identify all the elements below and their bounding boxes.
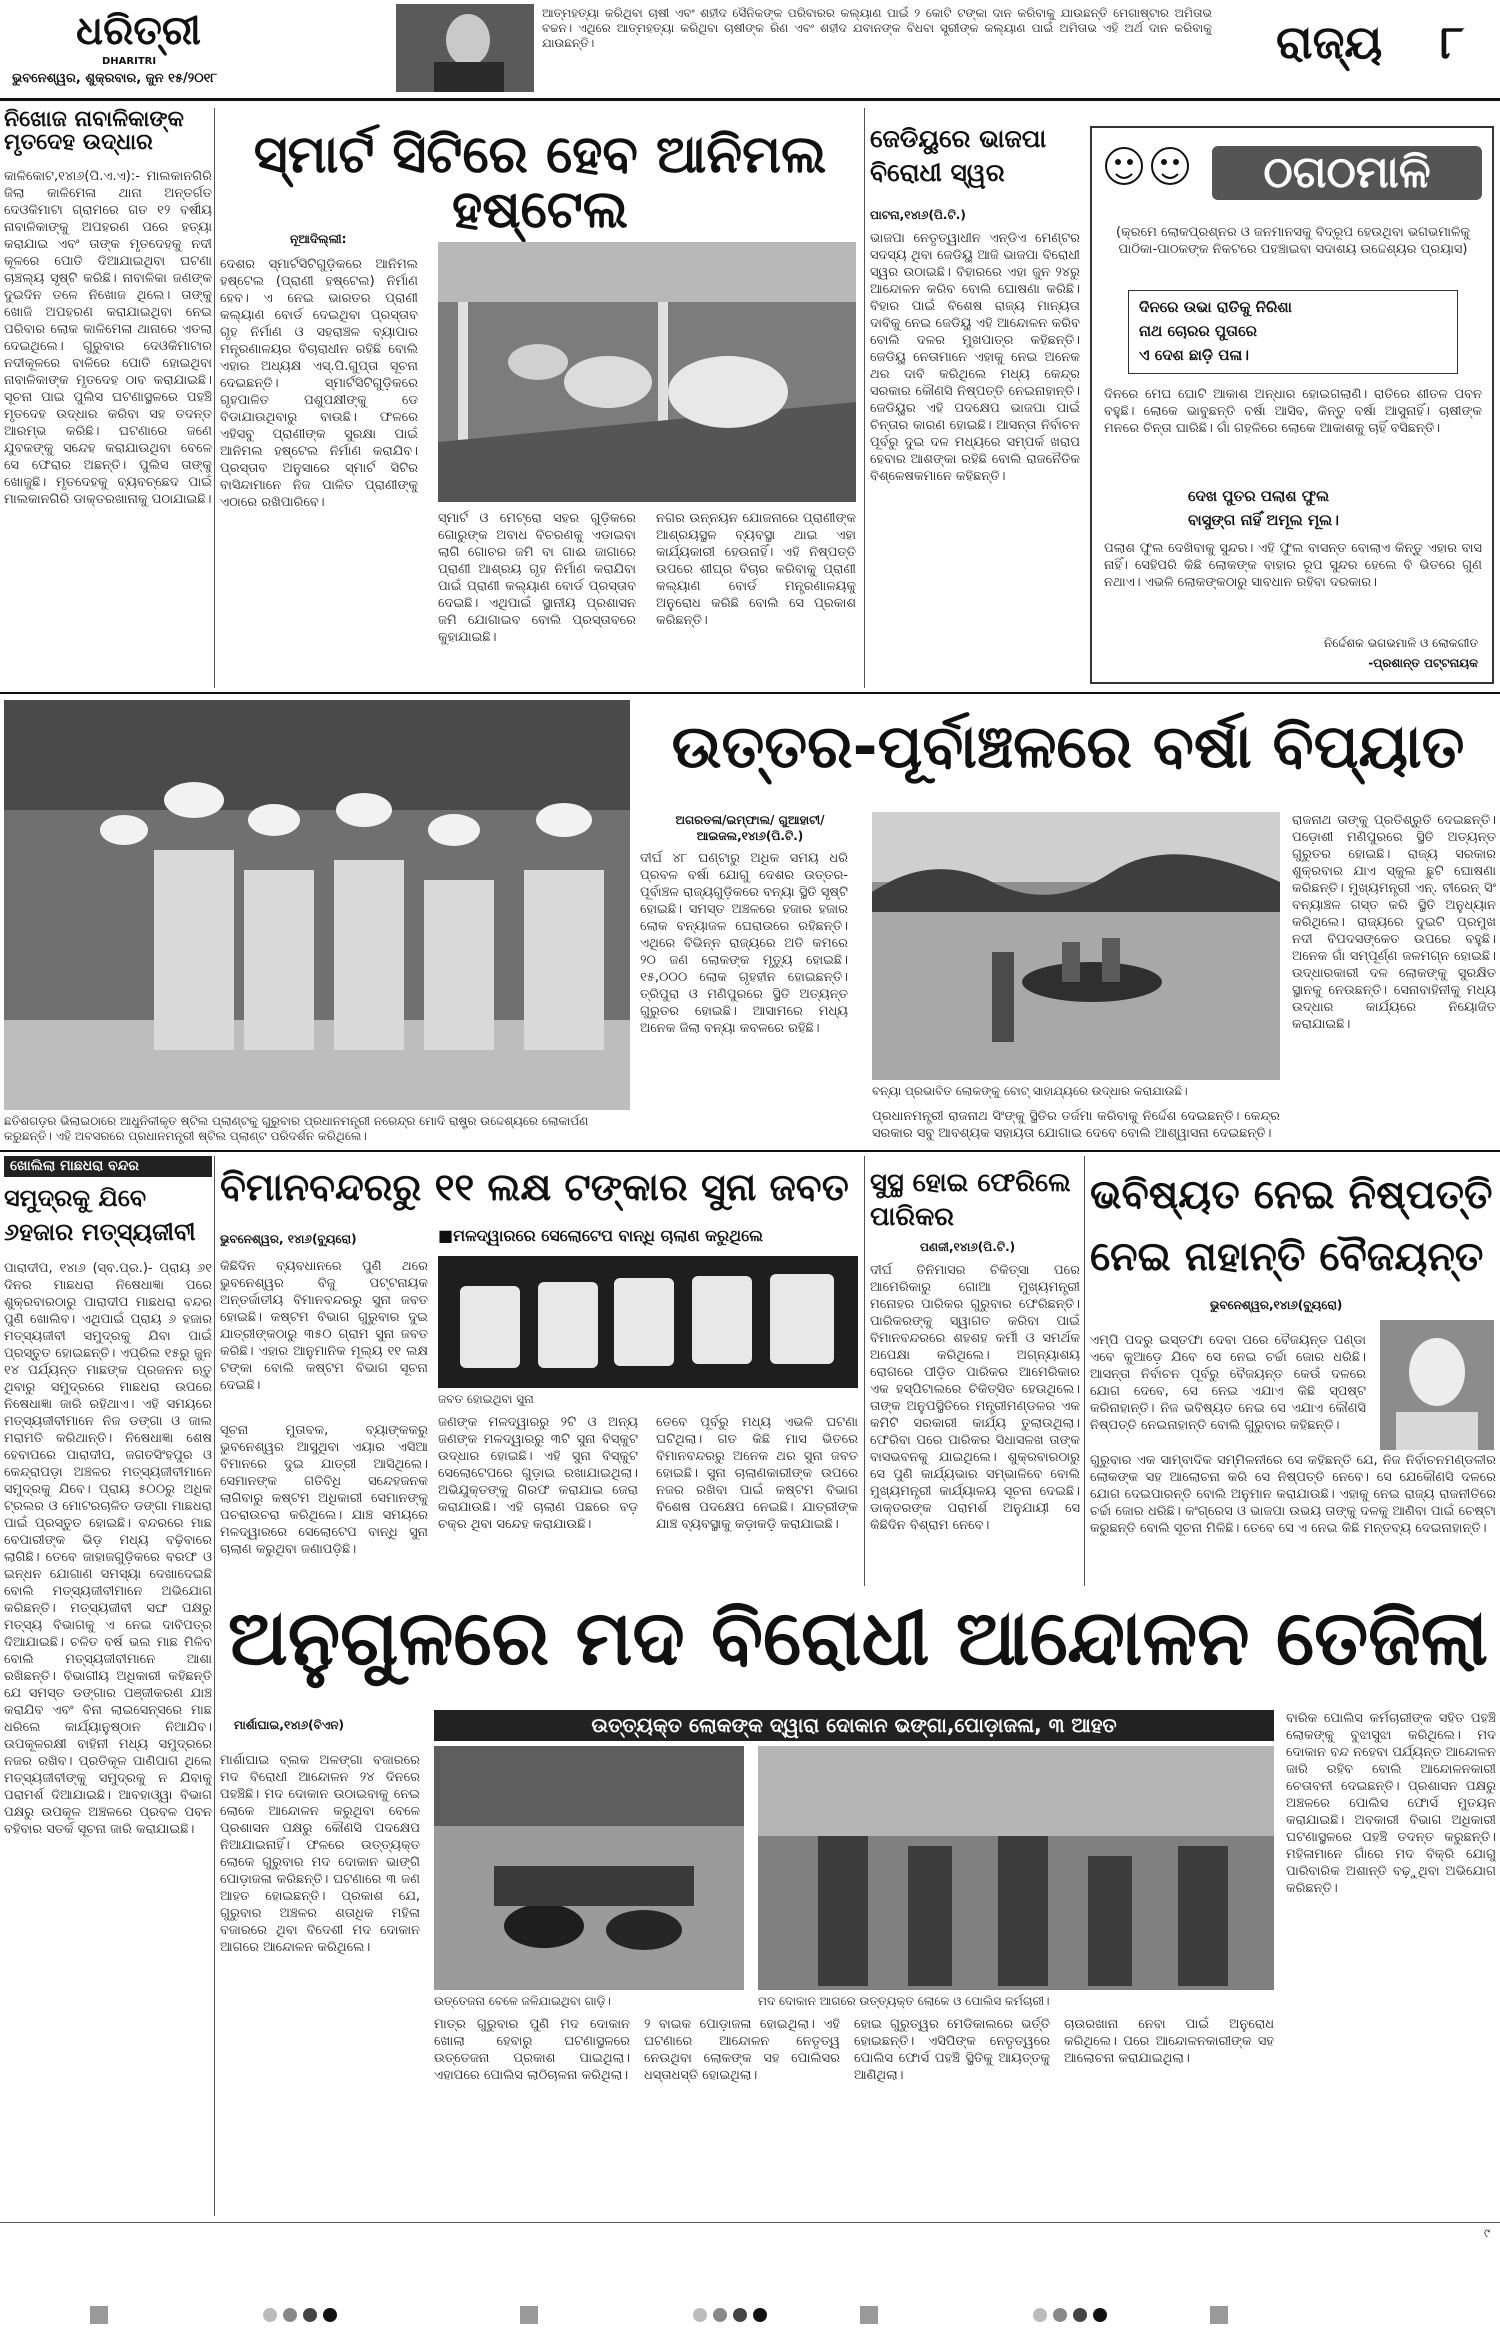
story-subhead: ■ମଳଦ୍ୱାରରେ ସେଲୋଟେପ ବାନ୍ଧି ଚାଲାଣ କରୁଥିଲେ	[438, 1226, 763, 1245]
page-number: ୮	[1440, 15, 1465, 69]
story-headline: ସମୁଦ୍ରକୁ ଯିବେ	[4, 1184, 147, 1212]
verse-line: ଏ ଦେଶ ଛାଡ଼ି ପଳା।	[1139, 346, 1249, 364]
story-headline: ଭବିଷ୍ୟତ ନେଇ ନିଷ୍ପତ୍ତି	[1090, 1172, 1493, 1218]
story-col2: ଜଣଙ୍କ ମଳଦ୍ୱାରରୁ ୨ଟି ଓ ଅନ୍ୟ ଜଣଙ୍କ ମଳଦ୍ୱାରରୁ ୩ଟି ସୁନା ବିସ୍କୁଟ ଉଦ୍ଧାର ହୋଇଛି। ଏହି ସୁନା ବିସ୍କୁଟ ସେଲୋଟେପରେ ଗୁଡ଼ାଇ ରଖାଯାଇଥିଲା। ଅଭିଯୁକ୍ତଙ୍କୁ ଗିରଫ କରାଯାଇ ଜେରା କରାଯାଉଛି। ଏହି ଚାଲାଣ ପଛରେ ବଡ଼ ଚକ୍ର ଥିବା ସନ୍ଦେହ କରାଯାଉଛି।	[438, 1415, 638, 1532]
story-col3: ବାରିକ ପୋଲିସ କର୍ମଚାରୀଙ୍କ ସହିତ ପହଞ୍ଚି ଲୋକଙ୍କୁ ବୁଝାସୁଝା କରିଥିଲେ। ମଦ ଦୋକାନ ବନ୍ଦ ନହେବା ପର୍ଯ୍ୟନ୍ତ ଆନ୍ଦୋଳନ ଜାରି ରହିବ ବୋଲି ଆନ୍ଦୋଳନକାରୀ ଚେତାବନୀ ଦେଇଛନ୍ତି। ପ୍ରଶାସନ ପକ୍ଷରୁ ଅଞ୍ଚଳରେ ପୋଲିସ ଫୋର୍ସ ମୁତୟନ କରାଯାଇଛି। ଅବକାରୀ ବିଭାଗ ଅଧିକାରୀ ଘଟଣାସ୍ଥଳରେ ପହଞ୍ଚି ତଦନ୍ତ କରୁଛନ୍ତି। ମହିଳାମାନେ ଗାଁରେ ମଦ ବିକ୍ରି ଯୋଗୁ ପାରିବାରିକ ଅଶାନ୍ତି ବଢ଼ୁଥିବା ଅଭିଯୋଗ କରିଛନ୍ତି।	[1286, 1711, 1496, 1896]
gold-biscuits-photo	[438, 1256, 858, 1388]
story-fishing	[4, 1156, 212, 2216]
baijayant-photo	[1380, 1320, 1494, 1450]
story-headline: ଉତ୍ତର-ପୂର୍ବାଞ୍ଚଳରେ ବର୍ଷା ବିପ୍ୟାତ	[671, 712, 1465, 782]
cartoon-faces-icon	[1100, 136, 1196, 206]
cattle-photo	[438, 242, 856, 502]
verse-line: ଦେଖ ପୁତର ପଲାଶ ଫୁଲ	[1188, 487, 1330, 505]
story-col3: ନଗର ଉନ୍ନୟନ ଯୋଜନାରେ ପ୍ରାଣୀଙ୍କ ଆଶ୍ରୟସ୍ଥଳ ବ୍ୟବସ୍ଥା ଥାଇ ଏହା କାର୍ଯ୍ୟକାରୀ ହେଉନାହିଁ। ଏହି ନିଷ୍ପତ୍ତି ଉପରେ ଶୀଘ୍ର ବିଚାର କରିବାକୁ ପ୍ରାଣୀ କଲ୍ୟାଣ ବୋର୍ଡ ମନ୍ତ୍ରଣାଳୟକୁ ଅନୁରୋଧ କରିଛି ବୋଲି ସେ ପ୍ରକାଶ କରିଛନ୍ତି।	[656, 511, 856, 628]
story-col2d: ଚାଉରଖାନା ନେବା ପାଇଁ ଅନୁରୋଧ କରିଥିଲେ। ପରେ ଆନ୍ଦୋଳନକାରୀଙ୍କ ସହ ଆଲୋଚନା କରାଯାଇଥିଲା।	[1064, 2017, 1274, 2066]
story-foot: ପ୍ରଧାନମନ୍ତ୍ରୀ ରାଜନାଥ ସିଂଙ୍କୁ ସ୍ଥିତିର ତର୍ଜମା କରିବାକୁ ନିର୍ଦ୍ଦେଶ ଦେଇଛନ୍ତି। କେନ୍ଦ୍ର ସରକାର ସବୁ ଆବଶ୍ୟକ ସହାୟତା ଯୋଗାଇ ଦେବେ ବୋଲି ଆଶ୍ୱାସନା ଦେଇଛନ୍ତି।	[872, 1109, 1280, 1141]
verse-line: ଦିନରେ ଉଭା ରାତିକୁ ନିରିଶା	[1139, 298, 1292, 316]
burnt-vehicle-photo	[434, 1746, 744, 1990]
story-body: ପାରାଦୀପ, ୧୪ା୬ (ସ୍ବ.ପ୍ର.)- ପ୍ରାୟ ୬୧ ଦିନର ମାଛଧରା ନିଷେଧାଜ୍ଞା ପରେ ଶୁକ୍ରବାରଠାରୁ ପାରାଦୀପ ମାଛଧରା ବନ୍ଦର ପୁଣି ଖୋଲିବ। ଏଥିପାଇଁ ପ୍ରାୟ ୬ ହଜାର ମତ୍ସ୍ୟଜୀବୀ ସମୁଦ୍ରକୁ ଯିବା ପାଇଁ ପ୍ରସ୍ତୁତ ହୋଇଛନ୍ତି। ଏପ୍ରିଲ ୧୫ରୁ ଜୁନ ୧୪ ପର୍ଯ୍ୟନ୍ତ ମାଛଙ୍କ ପ୍ରଜନନ ଋତୁ ଥିବାରୁ ସମୁଦ୍ରରେ ମାଛଧରା ଉପରେ ନିଷେଧାଜ୍ଞା ଜାରି ରହିଥାଏ। ଏହି ସମୟରେ ମତ୍ସ୍ୟଜୀବୀମାନେ ନିଜ ଡଙ୍ଗା ଓ ଜାଲ ମରାମତି କରିଥାନ୍ତି। ନିଷେଧାଜ୍ଞା ଶେଷ ହେବାପରେ ପାରାଦୀପ, ଜଗତସିଂହପୁର ଓ କେନ୍ଦ୍ରାପଡ଼ା ଅଞ୍ଚଳର ମତ୍ସ୍ୟଜୀବୀମାନେ ସମୁଦ୍ରକୁ ଯିବେ। ପ୍ରାୟ ୫୦୦ରୁ ଅଧିକ ଟ୍ରଲର ଓ ମୋଟରଚାଳିତ ଡଙ୍ଗା ମାଛଧରା ପାଇଁ ପ୍ରସ୍ତୁତ ହୋଇଛି। ବନ୍ଦରରେ ମାଛ ବେପାରୀଙ୍କ ଭିଡ଼ ମଧ୍ୟ ବଢ଼ିବାରେ ଲାଗିଛି। ତେବେ ଜାହାଜଗୁଡ଼ିକରେ ବରଫ ଓ ଇନ୍ଧନ ଯୋଗାଣ ସମସ୍ୟା ଦେଖାଦେଇଛି ବୋଲି ମତ୍ସ୍ୟଜୀବୀମାନେ ଅଭିଯୋଗ କରିଛନ୍ତି। ମତ୍ସ୍ୟଜୀବୀ ସଙ୍ଘ ପକ୍ଷରୁ ମତ୍ସ୍ୟ ବିଭାଗକୁ ଏ ନେଇ ଦାବିପତ୍ର ଦିଆଯାଇଛି। ଚଳିତ ବର୍ଷ ଭଲ ମାଛ ମିଳିବ ବୋଲି ମତ୍ସ୍ୟଜୀବୀମାନେ ଆଶା ରଖିଛନ୍ତି। ବିଭାଗୀୟ ଅଧିକାରୀ କହିଛନ୍ତି ଯେ ସମସ୍ତ ଡଙ୍ଗାର ପଞ୍ଜୀକରଣ ଯାଞ୍ଚ କରାଯିବ ଏବଂ ବିନା ଲାଇସେନ୍ସରେ ମାଛ ଧରିଲେ କାର୍ଯ୍ୟାନୁଷ୍ଠାନ ନିଆଯିବ। ଉପକୂଳରକ୍ଷୀ ବାହିନୀ ମଧ୍ୟ ସମୁଦ୍ରରେ ନଜର ରଖିବ। ପ୍ରତିକୂଳ ପାଣିପାଗ ଥିଲେ ମତ୍ସ୍ୟଜୀବୀଙ୍କୁ ସମୁଦ୍ରକୁ ନ ଯିବାକୁ ପରାମର୍ଶ ଦିଆଯାଇଛି। ଆବହାଓ୍ୱା ବିଭାଗ ପକ୍ଷରୁ ଉପକୂଳ ଅଞ୍ଚଳରେ ପ୍ରବଳ ପବନ ବହିବାର ସତର୍କ ସୂଚନା ଜାରି କରାଯାଇଛି।	[4, 1261, 212, 1837]
portrait-icon	[1380, 1320, 1494, 1450]
gold-bar-icon	[438, 1256, 858, 1388]
column-divider	[1084, 1156, 1085, 1586]
column-divider	[214, 108, 215, 688]
story-jdu	[870, 108, 1080, 688]
person-photo-icon	[396, 4, 534, 92]
crowd-hardhats-icon	[4, 700, 630, 1110]
masthead-ad-photo	[396, 4, 534, 92]
flood-photo-caption: ବନ୍ୟା ପ୍ରଭାବିତ ଲୋକଙ୍କୁ ବୋଟ୍ ସାହାଯ୍ୟରେ ଉଦ୍ଧାର କରାଯାଉଛି।	[872, 1084, 1188, 1098]
masthead-logo-sub: DHARITRI	[102, 56, 157, 67]
story-dateline: ନୂଆଦିଲ୍ଲୀ:	[290, 232, 347, 246]
story-headline: ବିମାନବନ୍ଦରରୁ ୧୧ ଲକ୍ଷ ଟଙ୍କାର ସୁନା ଜବତ	[220, 1165, 849, 1209]
story-missing-girl	[4, 108, 212, 688]
burnt-bike-icon	[434, 1746, 744, 1990]
story-col1: କିଛିଦିନ ବ୍ୟବଧାନରେ ପୁଣି ଥରେ ଭୁବନେଶ୍ୱର ବିଜୁ ପଟ୍ଟନାୟକ ଅନ୍ତର୍ଜାତୀୟ ବିମାନବନ୍ଦରରୁ ସୁନା ଜବତ ହୋଇଛି। କଷ୍ଟମ ବିଭାଗ ଗୁରୁବାର ଦୁଇ ଯାତ୍ରୀଙ୍କଠାରୁ ୩୫୦ ଗ୍ରାମ ସୁନା ଜବତ କରିଛି। ଏହାର ଆନୁମାନିକ ମୂଲ୍ୟ ୧୧ ଲକ୍ଷ ଟଙ୍କା ବୋଲି କଷ୍ଟମ ବିଭାଗ ସୂଚନା ଦେଇଛି।	[220, 1259, 428, 1393]
story-dateline: ପାଟନା,୧୪ା୬(ପି.ଟି.)	[870, 208, 966, 222]
story-airport-gold	[220, 1156, 860, 1586]
story-headline: ନେଇ ନାହାନ୍ତି ବୈଜୟନ୍ତ	[1090, 1234, 1484, 1280]
registration-marks	[0, 2300, 1500, 2330]
story-headline: ୬ହଜାର ମତ୍ସ୍ୟଜୀବୀ	[4, 1218, 196, 1246]
flood-boat-icon	[872, 812, 1280, 1080]
story-col1: ମାର୍ଶାଘାଇ ବ୍ଲକ ଅଳଙ୍ଗା ବଜାରରେ ମଦ ବିରୋଧୀ ଆନ୍ଦୋଳନ ୨୪ ଦିନରେ ପହଞ୍ଚିଛି। ମଦ ଦୋକାନ ଉଠାଇବାକୁ ନେଇ ଲୋକେ ଆନ୍ଦୋଳନ କରୁଥିବା ବେଳେ ପ୍ରଶାସନ ପକ୍ଷରୁ କୌଣସି ପଦକ୍ଷେପ ନିଆଯାଇନାହିଁ। ଫଳରେ ଉତ୍ତ୍ୟକ୍ତ ଲୋକେ ଗୁରୁବାର ମଦ ଦୋକାନ ଭାଙ୍ଗି ପୋଡ଼ାଜଳା କରିଛନ୍ତି। ଘଟଣାରେ ୩ ଜଣ ଆହତ ହୋଇଛନ୍ତି। ପ୍ରକାଶ ଯେ, ଗୁରୁବାର ଅଞ୍ଚଳର ଶତାଧିକ ମହିଳା ବଜାରରେ ଥିବା ବିଦେଶୀ ମଦ ଦୋକାନ ଆଗରେ ଆନ୍ଦୋଳନ କରିଥିଲେ।	[220, 1753, 420, 1955]
photo-caption: ଉତ୍ତେଜନା ବେଳେ ଜଳିଯାଇଥିବା ଗାଡ଼ି।	[434, 1994, 611, 2008]
pm-photo-caption: ଛତିଶଗଡ଼ର ଭିଲାଇଠାରେ ଆଧୁନିକୀକୃତ ଷ୍ଟିଲ ପ୍ଲାଣ୍ଟକୁ ଗୁରୁବାର ପ୍ରଧାନମନ୍ତ୍ରୀ ନରେନ୍ଦ୍ର ମୋଦି ରାଷ୍ଟ୍ର ଉଦ୍ଦେଶ୍ୟରେ ଲୋକାର୍ପଣ କରୁଛନ୍ତି। ଏହି ଅବସରରେ ପ୍ରଧାନମନ୍ତ୍ରୀ ଷ୍ଟିଲ ପ୍ଲାଣ୍ଟ ପରିଦର୍ଶନ କରିଥିଲେ।	[4, 1114, 589, 1143]
story-baijayant	[1090, 1156, 1496, 1586]
story-col1: ଦୀର୍ଘ ୪୮ ଘଣ୍ଟାରୁ ଅଧିକ ସମୟ ଧରି ପ୍ରବଳ ବର୍ଷା ଯୋଗୁ ଦେଶର ଉତ୍ତର-ପୂର୍ବାଞ୍ଚଳ ରାଜ୍ୟଗୁଡ଼ିକରେ ବନ୍ୟା ସ୍ଥିତି ସୃଷ୍ଟି ହୋଇଛି। ସମସ୍ତ ଅଞ୍ଚଳରେ ହଜାର ହଜାର ଲୋକ ବନ୍ୟାଜଳ ଘେରାଉରେ ରହିଛନ୍ତି। ଏଥିରେ ବିଭିନ୍ନ ରାଜ୍ୟରେ ଅତି କମରେ ୨୦ ଜଣ ଲୋକଙ୍କ ମୃତ୍ୟୁ ହୋଇଛି। ୧୫,୦୦୦ ଲୋକ ଗୃହହୀନ ହୋଇଛନ୍ତି। ତ୍ରିପୁରା ଓ ମଣିପୁରରେ ସ୍ଥିତି ଅତ୍ୟନ୍ତ ଗୁରୁତର ହୋଇଛି। ଆସାମରେ ମଧ୍ୟ ଅନେକ ଜିଲା ବନ୍ୟା କବଳରେ ରହିଛି।	[640, 851, 848, 1036]
photo-caption: ମଦ ଦୋକାନ ଆଗରେ ଉତ୍ତ୍ୟକ୍ତ ଲୋକେ ଓ ପୋଲିସ କର୍ମଚାରୀ।	[758, 1994, 1050, 2008]
column-thakamali	[1090, 126, 1494, 684]
story-angul	[220, 1700, 1496, 2216]
story-headline: ଜେଡିୟୁରେ ଭାଜପା ବିରୋଧୀ ସ୍ୱର	[870, 124, 1047, 187]
story-headline: ସ୍ମାର୍ଟ ସିଟିରେ ହେବ ଆନିମଲ ହଷ୍ଟେଲ	[253, 125, 827, 240]
story-col3: ତେବେ ପୂର୍ବରୁ ମଧ୍ୟ ଏଭଳି ଘଟଣା ଘଟିଥିଲା। ଗତ କିଛି ମାସ ଭିତରେ ବିମାନବନ୍ଦରରୁ ଅନେକ ଥର ସୁନା ଜବତ ହୋଇଛି। ସୁନା ଚାଲାଣକାରୀଙ୍କ ଉପରେ ନଜର ରଖିବା ପାଇଁ କଷ୍ଟମ ବିଭାଗ ବିଶେଷ ପଦକ୍ଷେପ ନେଇଛି। ଯାତ୍ରୀଙ୍କ ଯାଞ୍ଚ ବ୍ୟବସ୍ଥାକୁ କଡ଼ାକଡ଼ି କରାଯାଇଛି।	[656, 1415, 858, 1532]
story-body: କାଳିକୋଟ,୧୪ା୬(ପି.ଏ.ଏ):- ମାଲକାନଗିରି ଜିଲା କାଳିମେଳା ଥାନା ଅନ୍ତର୍ଗତ ଦେଓକିମାଟା ଗ୍ରାମରେ ଗତ ୧୨ ବର୍ଷୀୟ ନାବାଳିକାଙ୍କୁ ଅପହରଣ ପରେ ହତ୍ୟା କରାଯାଇ ଏବଂ ତାଙ୍କ ମୃତଦେହକୁ ନଦୀ କୂଳରେ ପୋତି ଦିଆଯାଇଥିବା ଘଟଣା ଚାଞ୍ଚଲ୍ୟ ସୃଷ୍ଟି କରିଛି। ନାବାଳିକା ଜଣଙ୍କ ଦୁଇଦିନ ତଳେ ନିଖୋଜ ଥିଲେ। ତାଙ୍କୁ ଖୋଜି ଅପହରଣ କରାଯାଇଥିବା ନେଇ ପରିବାର ଲୋକ କାଳିମେଳା ଥାନାରେ ଏତଲା ଦେଇଥିଲେ। ଗୁରୁବାର ଦେଓକିମାଟାର ନଦୀକୂଳରେ ବାଳିରେ ପୋତି ହୋଇଥିବା ନାବାଳିକାଙ୍କ ମୃତଦେହ ଠାବ କରାଯାଇଛି। ସୂଚନା ପାଇ ପୁଲିସ ଘଟଣାସ୍ଥଳରେ ପହଞ୍ଚି ମୃତଦେହ ଉଦ୍ଧାର କରିବା ସହ ତଦନ୍ତ ଆରମ୍ଭ କରିଛି। ଘଟଣାରେ ଜଣେ ଯୁବକଙ୍କୁ ସନ୍ଦେହ କରାଯାଉଥିବା ବେଳେ ସେ ଫେରାର ଅଛନ୍ତି। ପୁଲିସ ତାଙ୍କୁ ଖୋଜୁଛି। ମୃତଦେହକୁ ବ୍ୟବଚ୍ଛେଦ ପାଇଁ ମାଲକାନଗିରି ଡାକ୍ତରଖାନାକୁ ପଠାଯାଇଛି।	[4, 169, 212, 507]
story-col1: ଏମ୍‌ପି ପଦରୁ ଇସ୍ତଫା ଦେବା ପରେ ବୈଜୟନ୍ତ ପଣ୍ଡା ଏବେ କୁଆଡ଼େ ଯିବେ ସେ ନେଇ ଚର୍ଚ୍ଚା ଜୋର ଧରିଛି। ଆସନ୍ତା ନିର୍ବାଚନ ପୂର୍ବରୁ ବୈଜୟନ୍ତ କେଉଁ ଦଳରେ ଯୋଗ ଦେବେ, ସେ ନେଇ ଏଯାଏ କିଛି ସ୍ପଷ୍ଟ କରିନାହାନ୍ତି। ନିଜ ଭବିଷ୍ୟତ ନେଇ ସେ ଏଯାଏ କୌଣସି ନିଷ୍ପତ୍ତି ନେଇନାହାନ୍ତି ବୋଲି ଗୁରୁବାର କହିଛନ୍ତି।	[1090, 1333, 1366, 1433]
story-dateline: ଅଗରତଳା/ଇମ୍ଫାଲ/ ଗୁଆହାଟୀ/ଆଇଜଲ,୧୪ା୬(ପି.ଟି.)	[675, 813, 825, 843]
column-intro: (କ୍ରମେ ଲୋକପ୍ରଶ୍ନର ଓ ଜନମାନସକୁ ବିଦ୍ରୂପ ହେଉଥିବା ଭଗଭମାଳିକୁ ପାଠିକା-ପାଠକଙ୍କ ନିକଟରେ ପହଞ୍ଚାଇବା ସଦାଶୟ ଉଦ୍ଦେଶ୍ୟର ପ୍ରୟାସ)	[1116, 225, 1470, 257]
footer-rule	[0, 2222, 1500, 2223]
section-rule	[0, 1150, 1500, 1152]
story-dateline: ଭୁବନେଶ୍ୱର,୧୪ା୬(ବ୍ୟୁରୋ)	[1210, 1298, 1343, 1312]
verse-box	[1128, 290, 1458, 374]
story-dateline: ଭୁବନେଶ୍ୱର, ୧୪ା୬(ବ୍ୟୁରୋ)	[220, 1232, 357, 1246]
registration-marks-icon	[0, 2300, 1500, 2330]
angul-headline: ଅନୁଗୁଳରେ ମଦ ବିରୋଧୀ ଆନ୍ଦୋଳନ ତେଜିଲା	[227, 1593, 1489, 1682]
section-rule	[0, 692, 1500, 694]
verse-box-2	[1188, 484, 1408, 536]
story-col2b: ୨ ବାଇକ ପୋଡ଼ାଜଳା ହୋଇଥିଲା। ଏହି ଘଟଣାରେ ଆନ୍ଦୋଳନ ନେତୃତ୍ୱ ନେଉଥିବା ଲୋକଙ୍କ ସହ ପୋଲିସର ଧସ୍ତାଧସ୍ତି ହୋଇଥିଲା।	[644, 2017, 840, 2083]
story-col2a: ମାତ୍ର ଗୁରୁବାର ପୁଣି ମଦ ଦୋକାନ ଖୋଲା ହେବାରୁ ଘଟଣାସ୍ଥଳରେ ଉତ୍ତେଜନା ପ୍ରକାଶ ପାଇଥିଲା। ଏହାପରେ ପୋଲିସ ଲାଠିଚାଳନା କରିଥିଲା।	[434, 2017, 630, 2083]
footer-page-number: ୯	[1484, 2226, 1490, 2240]
police-crowd-icon	[758, 1746, 1274, 1990]
masthead	[0, 0, 1500, 98]
story-banner: ଉତ୍ତ୍ୟକ୍ତ ଲୋକଙ୍କ ଦ୍ୱାରା ଦୋକାନ ଭଙ୍ଗା,ପୋଡ଼ାଜଳା, ୩ ଆହତ	[434, 1710, 1274, 1741]
column-byline: ନିର୍ଦ୍ଦେଶକ ଭଗଭମାଳି ଓ ଲୋକଗୀତ	[1324, 636, 1478, 650]
story-col2: ରାଜନାଥ ତାଙ୍କୁ ପ୍ରତିଶ୍ରୁତି ଦେଇଛନ୍ତି। ପଡ଼ୋଶୀ ମଣିପୁରରେ ସ୍ଥିତି ଅତ୍ୟନ୍ତ ଗୁରୁତର ହୋଇଛି। ରାଜ୍ୟ ସରକାର ଶୁକ୍ରବାର ଯାଏ ସ୍କୁଲ ଛୁଟି ଘୋଷଣା କରିଛନ୍ତି। ମୁଖ୍ୟମନ୍ତ୍ରୀ ଏନ୍. ବୀରେନ୍ ସିଂ ବନ୍ୟାଞ୍ଚଳ ଗସ୍ତ କରି ସ୍ଥିତି ଅନୁଧ୍ୟାନ କରିଥିଲେ। ରାଜ୍ୟରେ ଦୁଇଟି ପ୍ରମୁଖ ନଦୀ ବିପଦସଙ୍କେତ ଉପରେ ବହୁଛି। ଅନେକ ଗାଁ ସମ୍ପୂର୍ଣ୍ଣ ଜଳମଗ୍ନ ହୋଇଛି। ଉଦ୍ଧାରକାରୀ ଦଳ ଲୋକଙ୍କୁ ସୁରକ୍ଷିତ ସ୍ଥାନକୁ ନେଉଛନ୍ତି। ସେନାବାହିନୀକୁ ମଧ୍ୟ ଉଦ୍ଧାର କାର୍ଯ୍ୟରେ ନିୟୋଜିତ କରାଯାଇଛି।	[1292, 813, 1496, 1032]
story-col1: ଦେଶର ସ୍ମାର୍ଟସିଟିଗୁଡ଼ିକରେ ଆନିମଲ ହଷ୍ଟେଲ (ପ୍ରାଣୀ ହଷ୍ଟେଲ) ନିର୍ମାଣ ହେବ। ଏ ନେଇ ଭାରତର ପ୍ରାଣୀ କଲ୍ୟାଣ ବୋର୍ଡ ଦେଇଥିବା ପ୍ରସ୍ତାବ ଗୃହ ନିର୍ମାଣ ଓ ସହରାଞ୍ଚଳ ବ୍ୟାପାର ମନ୍ତ୍ରଣାଳୟର ବିଚାରାଧୀନ ରହିଛି ବୋଲି ଏହାର ଅଧ୍ୟକ୍ଷ ଏସ୍.ପି.ଗୁପ୍ତା ସୂଚନା ଦେଇଛନ୍ତି। ସ୍ମାର୍ଟସିଟିଗୁଡ଼ିକରେ ଗୃହପାଳିତ ପଶୁପକ୍ଷୀଙ୍କୁ ଡେ ବିଡାଯାଉଥିବାରୁ ବାଉଛି। ଫଳରେ ଏହିସବୁ ପ୍ରାଣୀଙ୍କ ସୁରକ୍ଷା ପାଇଁ ଆନିମଲ ହଷ୍ଟେଲ ନିର୍ମାଣ କରାଯିବ। ପ୍ରସ୍ତାବ ଅନୁସାରେ ସ୍ମାର୍ଟ ସିଟିର ବାସିନ୍ଦାମାନେ ନିଜ ପାଳିତ ପ୍ରାଣୀଙ୍କୁ ଏଠାରେ ରଖିପାରିବେ।	[220, 257, 418, 510]
column-title: ଠଗଠମାଳି	[1212, 146, 1482, 200]
story-dateline: ମାର୍ଶାଘାଇ,୧୪ା୬(ବିଏନ)	[234, 1718, 345, 1732]
story-headline: ସୁସ୍ଥ ହୋଇ ଫେରିଲେ ପାରିକର	[870, 1168, 1071, 1232]
story-body: ଦୀର୍ଘ ତିନିମାସର ଚିକିତ୍ସା ପରେ ଆମେରିକାରୁ ଗୋଆ ମୁଖ୍ୟମନ୍ତ୍ରୀ ମନୋହର ପାରିକର ଗୁରୁବାର ଫେରିଛନ୍ତି। ପାରିକରଙ୍କୁ ସ୍ୱାଗତ କରିବା ପାଇଁ ବିମାନବନ୍ଦରରେ ଶହଶହ କର୍ମୀ ଓ ସମର୍ଥକ ଅପେକ୍ଷା କରିଥିଲେ। ଅଗ୍ନ୍ୟାଶୟ ରୋଗରେ ପୀଡ଼ିତ ପାରିକର ଆମେରିକାର ଏକ ହସ୍ପିଟାଲରେ ଚିକିତ୍ସିତ ହେଉଥିଲେ। ତାଙ୍କ ଅନୁପସ୍ଥିତିରେ ମନ୍ତ୍ରୀମଣ୍ଡଳର ଏକ କମିଟି ସରକାରୀ କାର୍ଯ୍ୟ ତୁଲାଉଥିଲା। ଫେରିବା ପରେ ପାରିକର ସିଧାସଳଖ ତାଙ୍କ ବାସଭବନକୁ ଯାଇଥିଲେ। ଶୁକ୍ରବାରଠାରୁ ସେ ପୁଣି କାର୍ଯ୍ୟଭାର ସମ୍ଭାଳିବେ ବୋଲି ମୁଖ୍ୟମନ୍ତ୍ରୀ କାର୍ଯ୍ୟାଳୟ ସୂଚନା ଦେଇଛି। ଡାକ୍ତରଙ୍କ ପରାମର୍ଶ ଅନୁଯାୟୀ ସେ କିଛିଦିନ ବିଶ୍ରାମ ନେବେ।	[870, 1263, 1080, 1533]
column-divider	[864, 1156, 865, 1586]
story-northeast-rain	[640, 700, 1496, 1146]
story-body: ଭାଜପା ନେତୃତ୍ୱାଧୀନ ଏନ୍‌ଡିଏ ମେଣ୍ଟର ସଦସ୍ୟ ଥିବା ଜେଡିୟୁ ଆଜି ଭାଜପା ବିରୋଧୀ ସ୍ୱର ଉଠାଇଛି। ବିହାରରେ ଏହା ଜୁନ ୨୪ରୁ ଆନ୍ଦୋଳନ କରିବ ବୋଲି ଘୋଷଣା କରିଛି। ବିହାର ପାଇଁ ବିଶେଷ ରାଜ୍ୟ ମାନ୍ୟତା ଦାବିକୁ ନେଇ ଜେଡିୟୁ ଏହି ଆନ୍ଦୋଳନ କରିବ ବୋଲି ଦଳର ମୁଖପାତ୍ର କହିଛନ୍ତି। ଜେଡିୟୁ ନେତାମାନେ ଏହାକୁ ନେଇ ଅନେକ ଥର ଦାବି କରିଥିଲେ ମଧ୍ୟ କେନ୍ଦ୍ର ସରକାର କୌଣସି ନିଷ୍ପତ୍ତି ନେଇନାହାନ୍ତି। ଜେଡିୟୁର ଏହି ପଦକ୍ଷେପ ଭାଜପା ପାଇଁ ଚିନ୍ତାର କାରଣ ହୋଇଛି। ଆସନ୍ତା ନିର୍ବାଚନ ପୂର୍ବରୁ ଦୁଇ ଦଳ ମଧ୍ୟରେ ସମ୍ପର୍କ ଖରାପ ହେବାର ଆଶଙ୍କା ରହିଛି ବୋଲି ରାଜନୈତିକ ବିଶ୍ଳେଷକମାନେ କହିଛନ୍ତି।	[870, 231, 1080, 484]
story-animal-hostel	[220, 108, 860, 688]
story-headline: ନିଖୋଜ ନାବାଳିକାଙ୍କ ମୃତଦେହ ଉଦ୍ଧାର	[4, 107, 184, 156]
section-name: ରାଜ୍ୟ	[1276, 15, 1383, 69]
masthead-logo: ଧରିତ୍ରୀ	[76, 8, 201, 54]
column-body-2: ପଲାଶ ଫୁଲ ଦେଖିବାକୁ ସୁନ୍ଦର। ଏହି ଫୁଲ ବାସନ୍ତ ବୋଲାଏ କିନ୍ତୁ ଏହାର ବାସ ନାହିଁ। ସେହିପରି କିଛି ଲୋକଙ୍କ ବାହାର ରୂପ ସୁନ୍ଦର ହେଲେ ବି ଭିତରେ ଗୁଣ ନଥାଏ। ଏଭଳି ଲୋକଙ୍କଠାରୁ ସାବଧାନ ରହିବା ଦରକାର।	[1104, 541, 1482, 590]
story-col2: ସ୍ମାର୍ଟ ଓ ମେଟ୍ରୋ ସହର ଗୁଡ଼ିକରେ ଗୋରୁଙ୍କ ଅବାଧ ବିଚରଣକୁ ଏଡାଇବା ଲାଗି ଗୋଚର ଜମି ବା ଗାଈ ଜାଗାରେ ପ୍ରାଣୀ ଆଶ୍ରୟ ଗୃହ ନିର୍ମାଣ କରାଯିବା ପାଇଁ ପ୍ରାଣୀ କଲ୍ୟାଣ ବୋର୍ଡ ପ୍ରସ୍ତାବ ଦେଇଛି। ଏଥିପାଇଁ ସ୍ଥାନୀୟ ପ୍ରଶାସନ ଜମି ଯୋଗାଇବ ବୋଲି ପ୍ରସ୍ତାବରେ କୁହାଯାଇଛି।	[438, 511, 636, 645]
story-parrikar	[870, 1156, 1080, 1586]
masthead-date: ଭୁବନେଶ୍ୱର, ଶୁକ୍ରବାର, ଜୁନ ୧୫/୨୦୧୮	[12, 71, 218, 86]
masthead-rule	[0, 98, 1500, 101]
cattle-shelter-icon	[438, 242, 856, 502]
flood-photo	[872, 812, 1280, 1080]
police-crowd-photo	[758, 1746, 1274, 1990]
story-col1b: ସୂଚନା ମୁତାବକ, ବ୍ୟାଙ୍କକରୁ ଭୁବନେଶ୍ୱର ଆସୁଥିବା ଏୟାର ଏସିଆ ବିମାନରେ ଦୁଇ ଯାତ୍ରୀ ଆସିଥିଲେ। ସେମାନଙ୍କ ଗତିବିଧି ସନ୍ଦେହଜନକ ଲାଗିବାରୁ କଷ୍ଟମ ଅଧିକାରୀ ସେମାନଙ୍କୁ ପଚରାଉଚରା କରିଥିଲେ। ଯାଞ୍ଚ ସମୟରେ ମଳଦ୍ୱାରରେ ସେଲୋଟେପ ବାନ୍ଧି ସୁନା ଚାଲାଣ କରୁଥିବା ଜଣାପଡ଼ିଛି।	[220, 1423, 428, 1557]
masthead-ad-text: ଆତ୍ମହତ୍ୟା କରିଥିବା ଚାଷୀ ଏବଂ ଶହୀଦ ସୈନିକଙ୍କ ପରିବାରର କଲ୍ୟାଣ ପାଇଁ ୨ କୋଟି ଟଙ୍କା ଦାନ କରିବାକୁ ଯାଉଛନ୍ତି ମେଗାଷ୍ଟାର ଅମିତାଭ ବଚ୍ଚନ। ଏଥିରେ ଆତ୍ମହତ୍ୟା କରିଥିବା ଚାଷୀଙ୍କ ରିଣ ଏବଂ ଶହୀଦ ଯବାନଙ୍କ ବିଧବା ସ୍ତ୍ରୀଙ୍କ କଲ୍ୟାଣ ପାଇଁ ଅମିତାଭ ଏହି ଅର୍ଥ ଦାନ କରିବାକୁ ଯାଉଛନ୍ତି।	[542, 6, 1212, 50]
story-col2: ଗୁରୁବାର ଏକ ସାମ୍ବାଦିକ ସମ୍ମିଳନୀରେ ସେ କହିଛନ୍ତି ଯେ, ନିଜ ନିର୍ବାଚନମଣ୍ଡଳୀର ଲୋକଙ୍କ ସହ ଆଲୋଚନା କରି ସେ ନିଷ୍ପତ୍ତି ନେବେ। ସେ ଯେକୌଣସି ଦଳରେ ଯୋଗ ଦେଇପାରନ୍ତି ବୋଲି ଅନୁମାନ କରାଯାଉଛି। ଏହାକୁ ନେଇ ରାଜ୍ୟ ରାଜନୀତିରେ ଚର୍ଚ୍ଚା ଜୋର ଧରିଛି। କଂଗ୍ରେସ ଓ ଭାଜପା ଉଭୟ ତାଙ୍କୁ ଦଳକୁ ଆଣିବା ପାଇଁ ଚେଷ୍ଟା କରୁଛନ୍ତି ବୋଲି ସୂଚନା ମିଳିଛି। ତେବେ ସେ ଏ ନେଇ କିଛି ମନ୍ତବ୍ୟ ଦେଇନାହାନ୍ତି।	[1090, 1453, 1496, 1536]
column-author: -ପ୍ରଶାନ୍ତ ପଟ୍ଟନାୟକ	[1368, 656, 1478, 670]
story-dateline: ପଣଜୀ,୧୪ା୬(ପି.ଟି.)	[920, 1240, 1016, 1254]
verse-line: ବାସୁଙ୍ଗ ନାହିଁ ଅମୂଲ ମୂଲ।	[1188, 511, 1339, 529]
column-divider	[864, 108, 865, 688]
gold-photo-caption: ଜବତ ହୋଇଥିବା ସୁନା	[438, 1392, 534, 1406]
column-divider	[214, 1156, 215, 2216]
story-kicker: ଖୋଲିଲା ମାଛଧରା ବନ୍ଦର	[4, 1156, 212, 1177]
story-col2c: ହୋଇ ଗୁରୁତ୍ୱର ମେଡିକାଲରେ ଭର୍ତ୍ତି ହୋଇଛନ୍ତି। ଏସିପିଙ୍କ ନେତୃତ୍ୱରେ ପୋଲିସ ଫୋର୍ସ ପହଞ୍ଚି ସ୍ଥିତିକୁ ଆୟତ୍ତକୁ ଆଣିଥିଲା।	[854, 2017, 1050, 2083]
verse-line: ନାଥ ଚୋରର ପୁତାରେ	[1139, 322, 1257, 340]
pm-steel-plant-photo	[4, 700, 630, 1110]
column-body: ଦିନରେ ମେଘ ଘୋଟି ଆକାଶ ଅନ୍ଧାର ହୋଇଗଲାଣି। ରାତିରେ ଶୀତଳ ପବନ ବହୁଛି। ଲୋକେ ଭାବୁଛନ୍ତି ବର୍ଷା ଆସିବ, କିନ୍ତୁ ବର୍ଷା ଆସୁନାହିଁ। ଚାଷୀଙ୍କ ମନରେ ଚିନ୍ତା ଘାରିଛି। ଗାଁ ଗହଳିରେ ଲୋକେ ଆକାଶକୁ ଚାହିଁ ବସିଛନ୍ତି।	[1104, 387, 1482, 436]
